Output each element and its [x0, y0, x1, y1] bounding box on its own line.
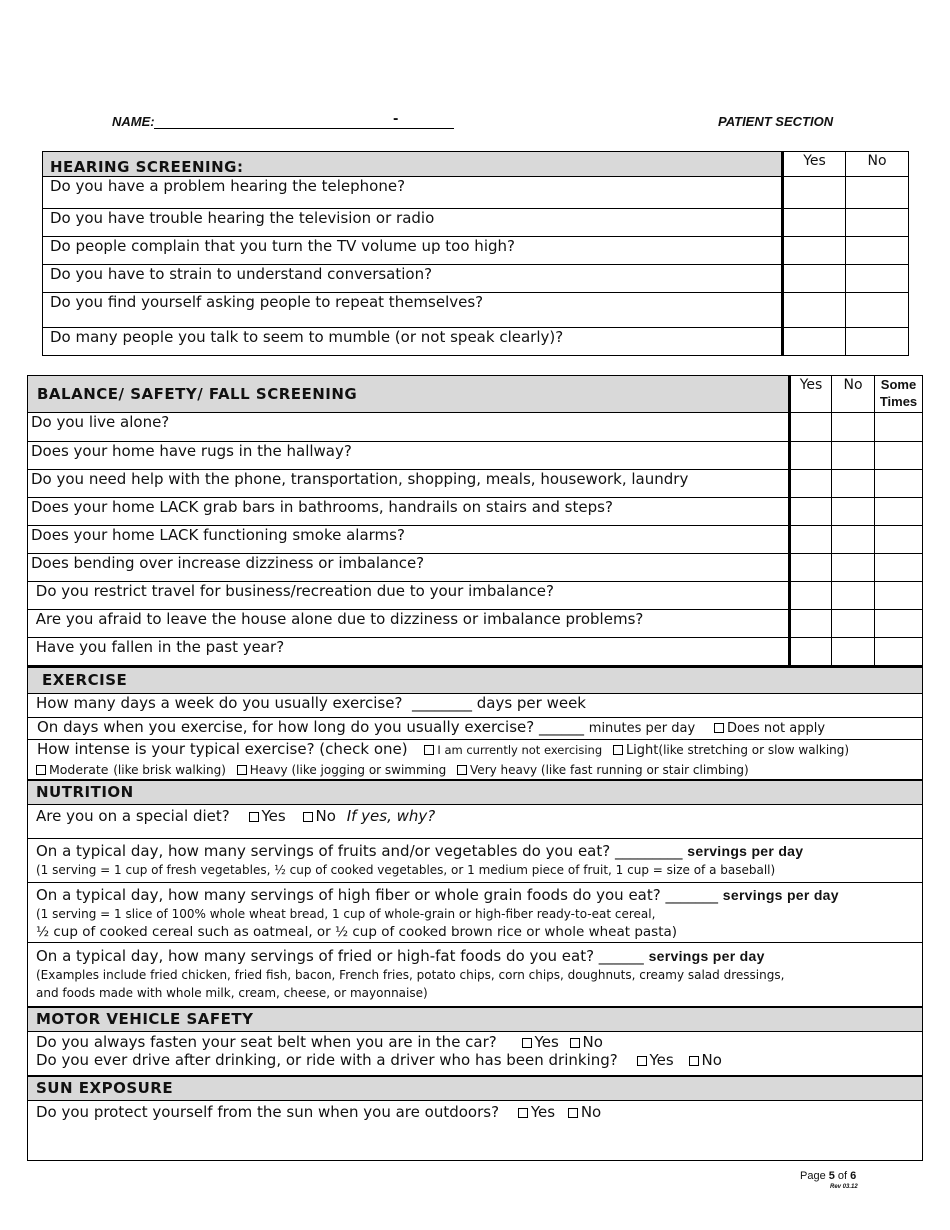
fruit-veg-unit: servings per day [687, 843, 804, 859]
hearing-no-cell[interactable] [846, 293, 909, 328]
balance-yes-cell[interactable] [790, 582, 832, 610]
balance-sometimes-cell[interactable] [875, 413, 923, 442]
balance-sometimes-cell[interactable] [875, 582, 923, 610]
fiber-row [28, 883, 923, 943]
not-exercising-label: I am currently not exercising [437, 742, 603, 757]
sometimes-label-1: Some [880, 377, 917, 392]
exercise-duration-unit: minutes per day [588, 720, 696, 736]
hearing-yes-cell[interactable] [783, 237, 846, 265]
balance-yes-cell[interactable] [790, 413, 832, 442]
balance-no-header: No [832, 376, 875, 413]
balance-sometimes-cell[interactable] [875, 526, 923, 554]
balance-sometimes-cell[interactable] [875, 442, 923, 470]
balance-yes-cell[interactable] [790, 470, 832, 498]
light-label: Light [625, 742, 659, 758]
balance-yes-cell[interactable] [790, 610, 832, 638]
sun-no-label: No [580, 1103, 602, 1121]
seat-belt-no-label: No [582, 1033, 603, 1051]
fried-foods-note-1: (Examples include fried chicken, fried fish, bacon, French fries, potato chips, corn chips, doughnuts, creamy salad dressings, [36, 968, 785, 982]
name-field[interactable] [154, 128, 454, 129]
balance-title: BALANCE/ SAFETY/ FALL SCREENING [28, 376, 790, 413]
sun-question: Do you protect yourself from the sun when you are outdoors? [36, 1103, 500, 1121]
hearing-question: Do you find yourself asking people to repeat themselves? [43, 293, 783, 328]
balance-yes-cell[interactable] [790, 498, 832, 526]
balance-no-cell[interactable] [832, 638, 875, 666]
page-total: 6 [850, 1170, 857, 1182]
fruit-veg-note: (1 serving = 1 cup of fresh vegetables, ½ cup of cooked vegetables, or 1 medium piece of fruit, 1 cup = size of a baseball) [36, 863, 776, 877]
balance-question: Have you fallen in the past year? [28, 638, 790, 666]
fiber-note-2: ½ cup of cooked cereal such as oatmeal, or ½ cup of cooked brown rice or whole wheat pasta) [36, 924, 678, 940]
balance-yes-cell[interactable] [790, 526, 832, 554]
drinking-no-label: No [701, 1051, 722, 1069]
hearing-no-cell[interactable] [846, 328, 909, 356]
diet-yes-checkbox[interactable] [249, 812, 259, 822]
balance-question: Do you live alone? [28, 413, 790, 442]
exercise-intensity-row [28, 739, 923, 780]
fruit-veg-row [28, 839, 923, 883]
balance-yes-header: Yes [790, 376, 832, 413]
balance-no-cell[interactable] [832, 413, 875, 442]
balance-sometimes-cell[interactable] [875, 610, 923, 638]
balance-question: Do you restrict travel for business/recreation due to your imbalance? [28, 582, 790, 610]
balance-no-cell[interactable] [832, 442, 875, 470]
balance-question: Does bending over increase dizziness or imbalance? [28, 554, 790, 582]
fried-foods-unit: servings per day [648, 948, 765, 964]
hearing-yes-cell[interactable] [783, 293, 846, 328]
diet-no-checkbox[interactable] [303, 812, 313, 822]
drinking-yes-label: Yes [649, 1051, 674, 1069]
diet-yes-label: Yes [261, 807, 286, 825]
does-not-apply-label: Does not apply [726, 720, 826, 736]
drinking-no-checkbox[interactable] [689, 1056, 699, 1066]
not-exercising-checkbox[interactable] [424, 745, 434, 755]
seat-belt-question: Do you always fasten your seat belt when you are in the car? [36, 1033, 497, 1051]
moderate-checkbox[interactable] [36, 765, 46, 775]
fried-foods-question: On a typical day, how many servings of fried or high-fat foods do you eat? ______ [36, 947, 644, 965]
hearing-title: HEARING SCREENING: [43, 152, 783, 177]
page-current: 5 [828, 1170, 835, 1182]
motor-row [28, 1032, 923, 1076]
hearing-yes-cell[interactable] [783, 177, 846, 209]
balance-sometimes-cell[interactable] [875, 554, 923, 582]
fruit-veg-question: On a typical day, how many servings of fruits and/or vegetables do you eat? _________ [36, 842, 683, 860]
hearing-no-cell[interactable] [846, 265, 909, 293]
balance-table [27, 375, 923, 666]
very-heavy-checkbox[interactable] [457, 765, 467, 775]
hearing-question: Do you have to strain to understand conversation? [43, 265, 783, 293]
balance-no-cell[interactable] [832, 582, 875, 610]
hearing-table [42, 151, 909, 356]
balance-no-cell[interactable] [832, 554, 875, 582]
drinking-question: Do you ever drive after drinking, or ride with a driver who has been drinking? [36, 1051, 618, 1069]
lifestyle-table [27, 666, 923, 1161]
moderate-label: Moderate [49, 761, 109, 777]
fiber-question: On a typical day, how many servings of high fiber or whole grain foods do you eat? _______ [36, 886, 718, 904]
balance-sometimes-cell[interactable] [875, 638, 923, 666]
name-label: NAME: [112, 114, 155, 129]
fiber-unit: servings per day [722, 887, 839, 903]
balance-no-cell[interactable] [832, 470, 875, 498]
sometimes-label-2: Times [879, 394, 918, 409]
sun-row [28, 1101, 923, 1161]
balance-yes-cell[interactable] [790, 638, 832, 666]
seat-belt-yes-checkbox[interactable] [522, 1038, 532, 1048]
exercise-intensity-question: How intense is your typical exercise? (check one) [37, 739, 408, 758]
balance-question: Do you need help with the phone, transportation, shopping, meals, housework, laundry [28, 470, 790, 498]
hearing-question: Do many people you talk to seem to mumble (or not speak clearly)? [43, 328, 783, 356]
hearing-no-cell[interactable] [846, 237, 909, 265]
sun-title: SUN EXPOSURE [28, 1076, 923, 1101]
balance-yes-cell[interactable] [790, 442, 832, 470]
balance-yes-cell[interactable] [790, 554, 832, 582]
seat-belt-yes-label: Yes [534, 1033, 559, 1051]
balance-question: Does your home have rugs in the hallway? [28, 442, 790, 470]
balance-no-cell[interactable] [832, 498, 875, 526]
hearing-yes-cell[interactable] [783, 209, 846, 237]
exercise-days-question: How many days a week do you usually exercise? ________ days per week [28, 693, 923, 717]
sun-yes-label: Yes [530, 1103, 556, 1121]
page-of: of [834, 1170, 851, 1182]
page-prefix: Page [800, 1170, 829, 1182]
hearing-yes-cell[interactable] [783, 328, 846, 356]
fried-foods-row [28, 943, 923, 1007]
section-label: PATIENT SECTION [718, 114, 834, 129]
fried-foods-note-2: and foods made with whole milk, cream, cheese, or mayonnaise) [36, 986, 428, 1000]
hearing-yes-cell[interactable] [783, 265, 846, 293]
balance-sometimes-cell[interactable] [875, 498, 923, 526]
revision-label: Rev 03.12 [830, 1184, 858, 1190]
balance-sometimes-header [875, 376, 923, 413]
hearing-yes-header: Yes [783, 152, 846, 177]
drinking-yes-checkbox[interactable] [637, 1056, 647, 1066]
fiber-note-1: (1 serving = 1 slice of 100% whole wheat bread, 1 cup of whole-grain or high-fiber ready-to-eat cereal, [36, 907, 656, 921]
balance-question: Are you afraid to leave the house alone due to dizziness or imbalance problems? [28, 610, 790, 638]
balance-no-cell[interactable] [832, 610, 875, 638]
balance-question: Does your home LACK grab bars in bathrooms, handrails on stairs and steps? [28, 498, 790, 526]
page-number [800, 1170, 856, 1182]
diet-no-label: No [315, 807, 336, 825]
hearing-question: Do you have trouble hearing the television or radio [43, 209, 783, 237]
hearing-no-cell[interactable] [846, 177, 909, 209]
name-dash: - [393, 112, 399, 127]
nutrition-title: NUTRITION [28, 780, 923, 805]
exercise-title: EXERCISE [28, 667, 923, 693]
moderate-example: (like brisk walking) [113, 762, 226, 777]
very-heavy-label: Very heavy (like fast running or stair climbing) [470, 762, 749, 777]
exercise-duration-question: On days when you exercise, for how long do you usually exercise? ______ [37, 717, 584, 736]
heavy-checkbox[interactable] [237, 765, 247, 775]
diet-why-label: If yes, why? [346, 807, 436, 825]
does-not-apply-checkbox[interactable] [714, 723, 724, 733]
special-diet-question: Are you on a special diet? [36, 807, 230, 825]
hearing-no-cell[interactable] [846, 209, 909, 237]
balance-sometimes-cell[interactable] [875, 470, 923, 498]
light-example: (like stretching or slow walking) [658, 742, 850, 757]
hearing-question: Do people complain that you turn the TV volume up too high? [43, 237, 783, 265]
exercise-duration-row [28, 717, 923, 739]
sun-yes-checkbox[interactable] [518, 1108, 528, 1118]
hearing-no-header: No [846, 152, 909, 177]
hearing-question: Do you have a problem hearing the telephone? [43, 177, 783, 209]
light-checkbox[interactable] [613, 745, 623, 755]
sun-no-checkbox[interactable] [568, 1108, 578, 1118]
motor-title: MOTOR VEHICLE SAFETY [28, 1007, 923, 1032]
balance-question: Does your home LACK functioning smoke alarms? [28, 526, 790, 554]
heavy-label: Heavy (like jogging or swimming [249, 762, 447, 777]
special-diet-row [28, 805, 923, 839]
seat-belt-no-checkbox[interactable] [570, 1038, 580, 1048]
balance-no-cell[interactable] [832, 526, 875, 554]
